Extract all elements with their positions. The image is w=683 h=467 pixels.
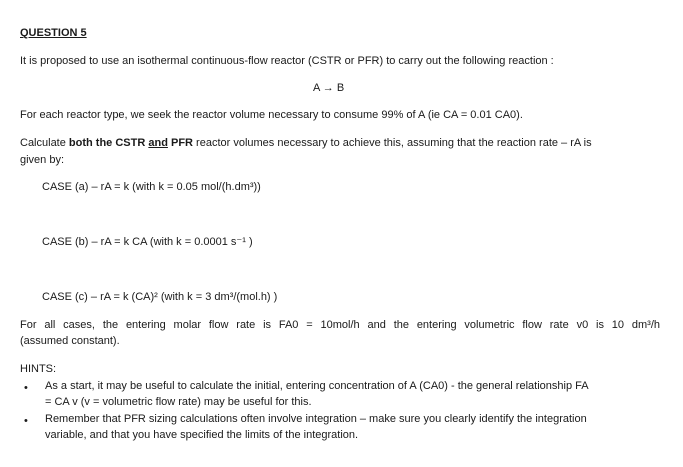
case-c: CASE (c) – rA = k (CA)² (with k = 3 dm³/(mol.h) ) [42, 291, 278, 303]
hints-label: HINTS: [20, 363, 57, 375]
hint-2-line-1: Remember that PFR sizing calculations often involve integration – make sure you clearly identify the integration [45, 413, 587, 425]
cstr-emphasis: both the CSTR [68, 137, 149, 149]
pfr-emphasis: PFR [167, 137, 193, 149]
case-b: CASE (b) – rA = k CA (with k = 0.0001 s⁻¹ ) [42, 236, 253, 248]
bullet-icon: • [24, 415, 28, 427]
hint-2-line-2: variable, and that you have specified the limits of the integration. [45, 429, 359, 441]
all-cases-line-1: For all cases, the entering molar flow rate is FA0 = 10mol/h and the entering volumetric flow rate v0 is 10 dm³/h [20, 319, 660, 331]
goal-text: For each reactor type, we seek the reactor volume necessary to consume 99% of A (ie CA = 0.01 CA0). [20, 109, 523, 121]
calculate-line-2: given by: [20, 154, 65, 166]
calculate-line-1 [20, 136, 592, 151]
all-cases-line-2: (assumed constant). [20, 335, 120, 347]
bullet-icon: • [24, 382, 28, 394]
calculate-text-rest: reactor volumes necessary to achieve this, assuming that the reaction rate – rA is [192, 137, 592, 149]
hint-1-line-2: = CA v (v = volumetric flow rate) may be useful for this. [45, 396, 312, 408]
case-a: CASE (a) – rA = k (with k = 0.05 mol/(h.dm³)) [42, 181, 261, 193]
intro-text: It is proposed to use an isothermal continuous-flow reactor (CSTR or PFR) to carry out the following reaction : [20, 55, 554, 67]
calculate-text: Calculate [20, 137, 69, 149]
question-title: QUESTION 5 [20, 27, 87, 39]
reaction-equation: A → B [313, 82, 345, 94]
hint-1-line-1: As a start, it may be useful to calculate the initial, entering concentration of A (CA0) - the general relationship FA [45, 380, 589, 392]
and-emphasis: and [148, 137, 168, 149]
